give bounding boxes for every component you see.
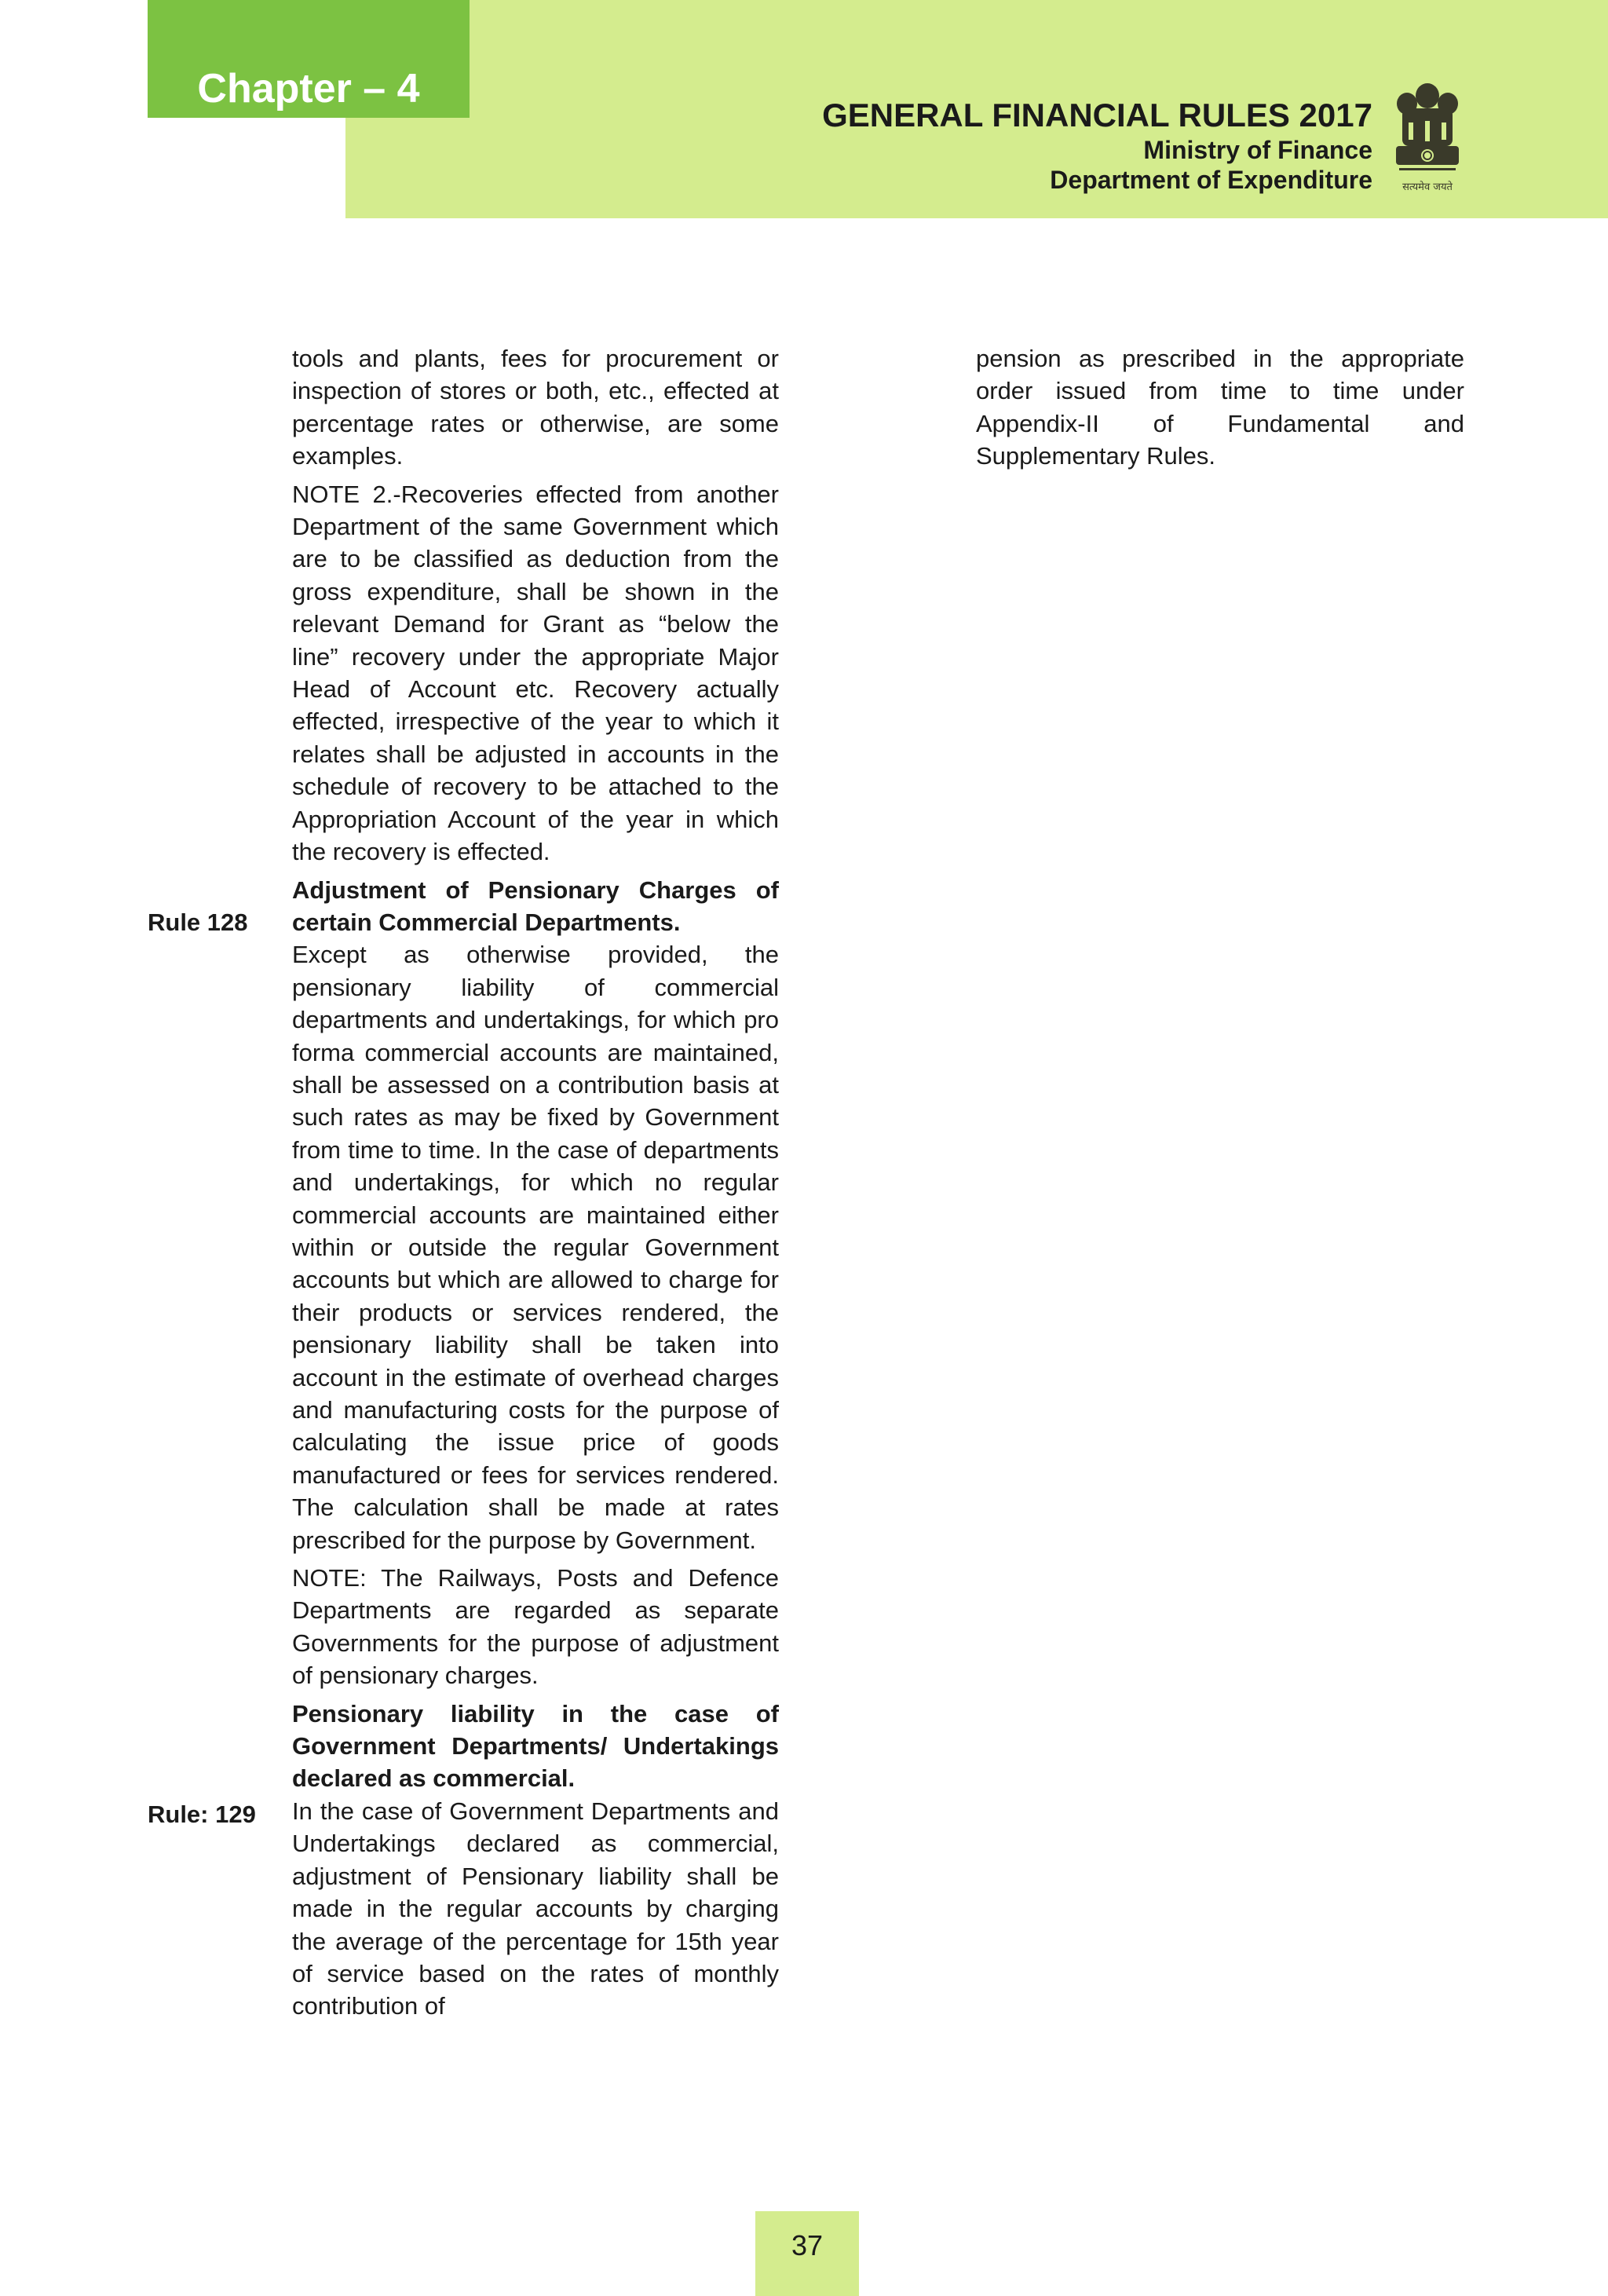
- continued-paragraph: tools and plants, fees for procurement or inspection of stores or both, etc., effected at percentage rates or otherwise, are some examples.: [292, 345, 779, 470]
- page-number: 37: [791, 2229, 824, 2261]
- rule-129-body: In the case of Government Departments and Undertakings declared as commercial, adjustment of Pensionary liability shall be made in the regular accounts by charging the average of the percentage for 15th year of service based on the rates of monthly contribution of: [292, 1797, 779, 2020]
- document-title: GENERAL FINANCIAL RULES 2017: [822, 97, 1372, 133]
- right-column-paragraph: pension as prescribed in the appropriate order issued from time to time under Appendix-II of Fundamental and Supplementary Rules.: [976, 345, 1464, 470]
- rule-128-body: Except as otherwise provided, the pensionary liability of commercial departments and undertakings, for which pro forma commercial accounts are maintained, shall be assessed on a contribution basis at such rates as may be fixed by Government from time to time. In the case of departments and undertakings, for which no regular commercial accounts are maintained either within or outside the regular Government accounts but which are allowed to charge for their products or services rendered, the pensionary liability shall be taken into account in the estimate of overhead charges and manufacturing costs for the purpose of calculating the issue price of goods manufactured or fees for services rendered. The calculation shall be made at rates prescribed for the purpose by Government.: [292, 941, 779, 1554]
- rule-129-label: Rule: 129: [148, 1801, 256, 1828]
- page-number-box: [755, 2211, 859, 2296]
- document-header: [822, 96, 1372, 195]
- note-2-paragraph: NOTE 2.-Recoveries effected from another Department of the same Government which are to be classified as deduction from the gross expenditure, shall be shown in the relevant Demand for Grant as “below the line” recovery under the appropriate Major Head of Account etc. Recovery actually effected, irrespective of the year to which it relates shall be adjusted in accounts in the schedule of recovery to be attached to the Appropriation Account of the year in which the recovery is effected.: [292, 480, 779, 866]
- rule-129-heading: Pensionary liability in the case of Government Departments/ Undertakings declared as commercial.: [292, 1699, 779, 1793]
- right-column: [976, 342, 1464, 478]
- chapter-tab: [148, 0, 470, 118]
- department-name: Department of Expenditure: [1050, 166, 1372, 194]
- rule-128-note: NOTE: The Railways, Posts and Defence Departments are regarded as separate Governments for the purpose of adjustment of pensionary charges.: [292, 1564, 779, 1690]
- ministry-name: Ministry of Finance: [1143, 136, 1372, 164]
- chapter-label: Chapter – 4: [197, 66, 420, 112]
- left-column: [292, 342, 779, 2028]
- rule-128-label: Rule 128: [148, 909, 248, 936]
- national-emblem-icon: [1388, 75, 1467, 201]
- rule-128-heading: Adjustment of Pensionary Charges of certain Commercial Departments.: [292, 876, 779, 936]
- emblem-motto: सत्यमेव जयते: [1402, 181, 1453, 193]
